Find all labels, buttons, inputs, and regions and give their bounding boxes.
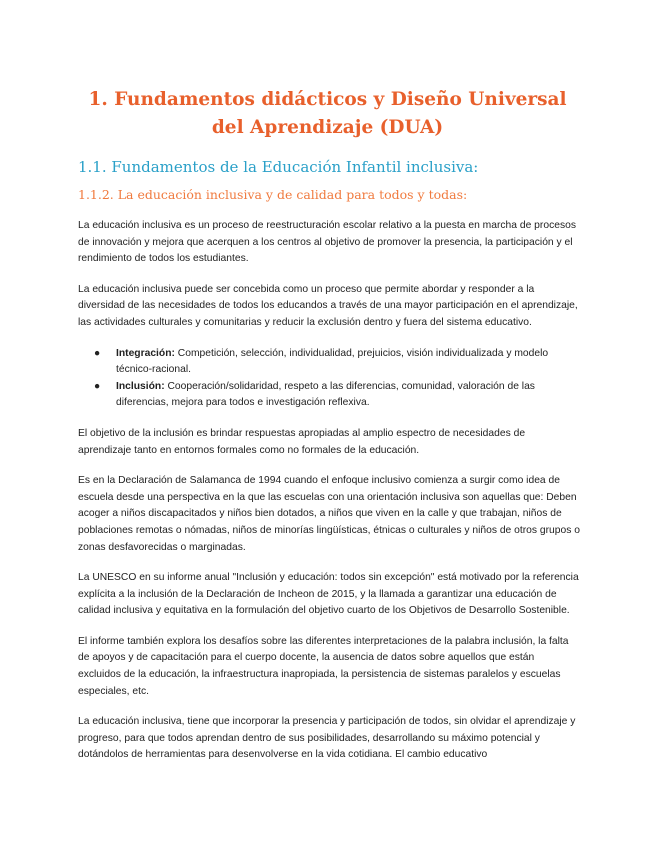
- paragraph: La educación inclusiva es un proceso de reestructuración escolar relativo a la puesta en marcha de procesos de innovación y mejora que acerquen a los centros al objetivo de promover la presencia, la participación y el rendimiento de todos los estudiantes.: [78, 220, 576, 265]
- paragraph: La educación inclusiva, tiene que incorporar la presencia y participación de todos, sin olvidar el aprendizaje y progreso, para que todos aprendan dentro de sus posibilidades, desarrollando su máximo potencial y dotándolos de herramientas para desenvolverse en la vida cotidiana. El cambio educativo: [78, 716, 576, 761]
- page-title: 1. Fundamentos didácticos y Diseño Universal del Aprendizaje (DUA): [88, 89, 567, 138]
- bullet-icon: ●: [94, 380, 101, 392]
- list-item-text: Competición, selección, individualidad, prejuicios, visión individualizada y modelo técnico-racional.: [116, 347, 549, 376]
- list-item-term: Inclusión:: [116, 380, 165, 392]
- paragraph: La UNESCO en su informe anual "Inclusión y educación: todos sin excepción" está motivado por la referencia explícita a la inclusión de la Declaración de Incheon de 2015, y la llamada a garantizar una educación de calidad inclusiva y equitativa en la formulación del objetivo cuarto de los Objetivos de Desarrollo Sostenible.: [78, 572, 579, 617]
- list-item-term: Integración:: [116, 347, 175, 359]
- list-item: [94, 346, 580, 379]
- paragraph: La educación inclusiva puede ser concebida como un proceso que permite abordar y responder a la diversidad de las necesidades de todos los educandos a través de una mayor participación en el aprendizaje, las actividades culturales y comunitarias y reducir la exclusión dentro y fuera del sistema educativo.: [78, 283, 578, 328]
- paragraph: El objetivo de la inclusión es brindar respuestas apropiadas al amplio espectro de necesidades de aprendizaje tanto en entornos formales como no formales de la educación.: [78, 427, 526, 456]
- bullet-list: [78, 346, 580, 412]
- list-item-text: Cooperación/solidaridad, respeto a las diferencias, comunidad, valoración de las diferencias, mejora para todos e investigación reflexiva.: [116, 380, 535, 409]
- subsection-heading: 1.1.2. La educación inclusiva y de calidad para todos y todas:: [78, 187, 468, 202]
- bullet-icon: ●: [94, 347, 101, 359]
- paragraph: El informe también explora los desafíos sobre las diferentes interpretaciones de la palabra inclusión, la falta de apoyos y de capacitación para el cuerpo docente, la ausencia de datos sobre aquellos que están excluidos de la educación, la infraestructura inapropiada, la persistencia de sistemas paralelos y escuelas especiales, etc.: [78, 635, 569, 697]
- section-heading: 1.1. Fundamentos de la Educación Infantil inclusiva:: [78, 158, 479, 176]
- list-item: [94, 379, 580, 412]
- document-body: [78, 218, 580, 778]
- paragraph: Es en la Declaración de Salamanca de 1994 cuando el enfoque inclusivo comienza a surgir como idea de escuela desde una perspectiva en la que las escuelas con una orientación inclusiva son aquellas que: Deben acoger a niños discapacitados y niños bien dotados, a niños que viven en la calle y que trabajan, niños de poblaciones remotas o nómadas, niños de minorías lingüísticas, étnicas o culturales y niños de otros grupos o zonas desfavorecidas o marginadas.: [78, 475, 580, 553]
